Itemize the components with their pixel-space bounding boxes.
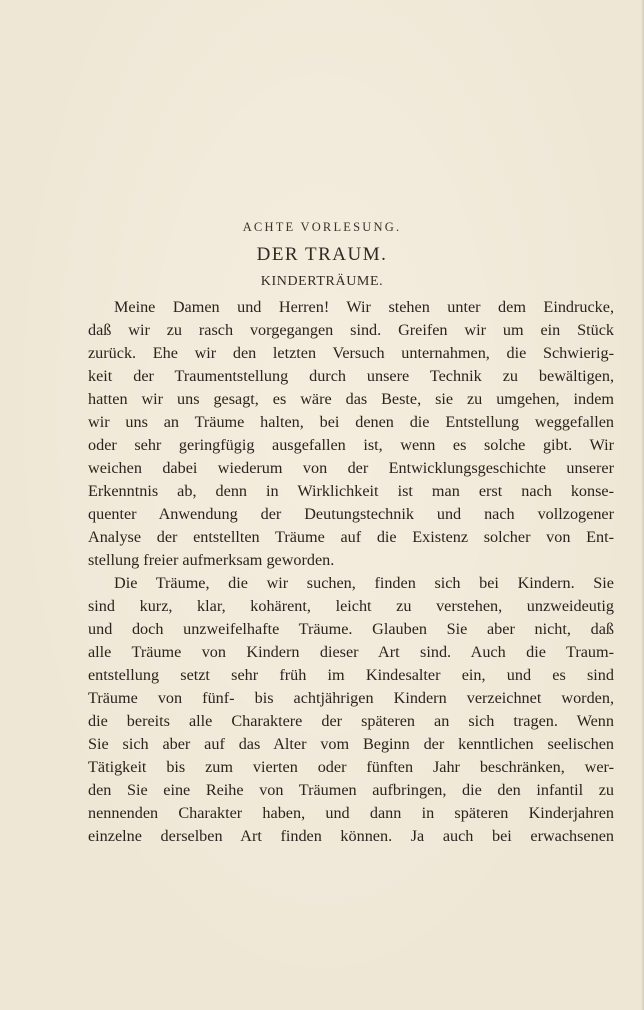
- body-text: [88, 296, 614, 848]
- text-line: oder sehr geringfügig ausgefallen ist, wenn es solche gibt. Wir: [88, 436, 614, 454]
- text-line: wir uns an Träume halten, bei denen die Entstellung weggefallen: [88, 413, 614, 431]
- text-line: zurück. Ehe wir den letzten Versuch unternahmen, die Schwierig-: [88, 344, 614, 362]
- text-line: alle Träume von Kindern dieser Art sind. Auch die Traum-: [88, 643, 614, 661]
- text-line: Sie sich aber auf das Alter vom Beginn der kenntlichen seelischen: [88, 735, 614, 753]
- text-line: die bereits alle Charaktere der späteren an sich tragen. Wenn: [88, 712, 614, 730]
- text-line: den Sie eine Reihe von Träumen aufbringen, die den infantil zu: [88, 781, 614, 799]
- text-line: Träume von fünf- bis achtjährigen Kindern verzeichnet worden,: [88, 689, 614, 707]
- text-line: sind kurz, klar, kohärent, leicht zu verstehen, unzweideutig: [88, 597, 614, 615]
- text-line: Erkenntnis ab, denn in Wirklichkeit ist man erst nach konse-: [88, 482, 614, 500]
- text-line: Meine Damen und Herren! Wir stehen unter dem Eindrucke,: [114, 298, 614, 316]
- text-line: keit der Traumentstellung durch unsere Technik zu bewältigen,: [88, 367, 614, 385]
- text-line: quenter Anwendung der Deutungstechnik und nach vollzogener: [88, 505, 614, 523]
- chapter-heading: ACHTE VORLESUNG.: [242, 220, 402, 234]
- text-line: entstellung setzt sehr früh im Kindesalter ein, und es sind: [88, 666, 614, 684]
- text-line: einzelne derselben Art finden können. Ja auch bei erwachsenen: [88, 827, 614, 845]
- text-line: nennenden Charakter haben, und dann in späteren Kinderjahren: [88, 804, 614, 822]
- text-line: Analyse der entstellten Träume auf die Existenz solcher von Ent-: [88, 528, 614, 546]
- lecture-subtitle: KINDERTRÄUME.: [260, 274, 384, 289]
- text-line: Tätigkeit bis zum vierten oder fünften Jahr beschränken, wer-: [88, 758, 614, 776]
- text-line: Die Träume, die wir suchen, finden sich bei Kindern. Sie: [114, 574, 614, 592]
- text-line: stellung freier aufmerksam geworden.: [88, 551, 335, 569]
- lecture-title: DER TRAUM.: [256, 244, 388, 265]
- text-line: weichen dabei wiederum von der Entwicklungsgeschichte unserer: [88, 459, 614, 477]
- text-line: und doch unzweifelhafte Träume. Glauben Sie aber nicht, daß: [88, 620, 614, 638]
- text-line: daß wir zu rasch vorgegangen sind. Greifen wir um ein Stück: [88, 321, 614, 339]
- text-line: hatten wir uns gesagt, es wäre das Beste, sie zu umgehen, indem: [88, 390, 614, 408]
